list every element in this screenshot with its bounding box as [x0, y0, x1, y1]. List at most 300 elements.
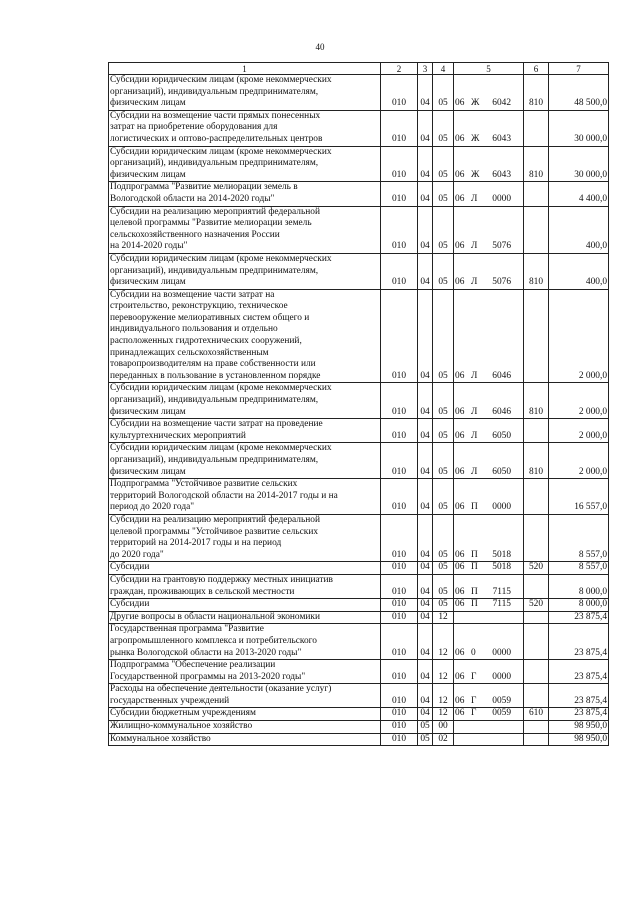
section-code: 04 [418, 611, 433, 624]
table-row [109, 443, 609, 479]
amount-value: 23 875,4 [549, 624, 609, 660]
description-line: Субсидии юридическим лицам (кроме некоммерческих [110, 146, 332, 157]
target-article-code [454, 733, 524, 746]
subsection-code: 05 [433, 182, 454, 206]
description-line: строительство, реконструкцию, техническое [110, 301, 288, 312]
section-code: 04 [418, 514, 433, 561]
section-code: 04 [418, 443, 433, 479]
direction-code: 0000 [492, 502, 511, 513]
program-code: 06 [455, 406, 465, 417]
table-row [109, 253, 609, 289]
program-code: 06 [455, 430, 465, 441]
section-code: 04 [418, 708, 433, 721]
subprogram-letter: П [471, 502, 478, 513]
table-row [109, 684, 609, 708]
expense-type-code [524, 419, 549, 443]
ministry-code: 010 [381, 110, 418, 146]
ministry-code: 010 [381, 253, 418, 289]
amount-value: 98 950,0 [549, 733, 609, 746]
description-line: организаций), индивидуальным предпринимателям, [110, 455, 319, 465]
subprogram-letter: Л [471, 193, 478, 204]
section-code: 04 [418, 75, 433, 111]
table-row [109, 419, 609, 443]
header-cell-description: 1 [109, 63, 381, 75]
target-article-code [454, 514, 524, 561]
section-code: 04 [418, 206, 433, 253]
section-code: 04 [418, 182, 433, 206]
amount-value: 23 875,4 [549, 708, 609, 721]
table-header-row [109, 63, 609, 75]
description-line: Субсидии юридическим лицам (кроме некоммерческих [110, 75, 332, 85]
subsection-code: 12 [433, 684, 454, 708]
ministry-code: 010 [381, 574, 418, 598]
section-code: 04 [418, 289, 433, 383]
row-description [109, 721, 381, 734]
direction-code: 6050 [492, 466, 511, 477]
ministry-code: 010 [381, 721, 418, 734]
target-article-code [454, 289, 524, 383]
ministry-code: 010 [381, 182, 418, 206]
subprogram-letter: Л [471, 370, 478, 381]
description-line: Субсидии бюджетным учреждениям [110, 708, 256, 719]
header-cell-ministry: 2 [381, 63, 418, 75]
program-code: 06 [455, 466, 465, 477]
description-line: период до 2020 года" [110, 502, 195, 513]
ministry-code: 010 [381, 611, 418, 624]
description-line: Подпрограмма "Развитие мелиорации земель в [110, 182, 298, 193]
amount-value: 23 875,4 [549, 684, 609, 708]
description-line: Субсидии юридическим лицам (кроме некоммерческих [110, 443, 332, 454]
subsection-code: 05 [433, 479, 454, 515]
section-code: 05 [418, 733, 433, 746]
amount-value: 8 557,0 [549, 562, 609, 575]
subsection-code: 05 [433, 253, 454, 289]
amount-value: 30 000,0 [549, 110, 609, 146]
table-row [109, 514, 609, 561]
row-description [109, 383, 381, 419]
amount-value: 98 950,0 [549, 721, 609, 734]
description-line: агропромышленного комплекса и потребительского [110, 635, 317, 646]
target-article-code [454, 708, 524, 721]
ministry-code: 010 [381, 479, 418, 515]
amount-value: 8 000,0 [549, 599, 609, 612]
target-article-code [454, 206, 524, 253]
description-line: Субсидии на реализацию мероприятий федеральной [110, 206, 320, 217]
amount-value: 8 000,0 [549, 574, 609, 598]
subsection-code: 12 [433, 660, 454, 684]
ministry-code: 010 [381, 146, 418, 182]
description-line: до 2020 года" [110, 549, 164, 560]
subsection-code: 05 [433, 514, 454, 561]
amount-value: 400,0 [549, 206, 609, 253]
description-line: Государственная программа "Развитие [110, 624, 264, 635]
program-code: 06 [455, 695, 465, 706]
direction-code: 0000 [492, 671, 511, 682]
direction-code: 6042 [492, 98, 511, 109]
table-row [109, 206, 609, 253]
description-line: Субсидии [110, 562, 150, 573]
expense-type-code: 610 [524, 708, 549, 721]
table-row [109, 721, 609, 734]
subsection-code: 05 [433, 419, 454, 443]
section-code: 04 [418, 383, 433, 419]
direction-code: 5018 [492, 562, 511, 573]
description-line: физическим лицам [110, 277, 186, 288]
target-article-code [454, 611, 524, 624]
program-code: 06 [455, 502, 465, 513]
section-code: 04 [418, 146, 433, 182]
row-description [109, 599, 381, 612]
direction-code: 7115 [492, 599, 511, 610]
direction-code: 0000 [492, 647, 511, 658]
program-code: 06 [455, 241, 465, 252]
description-line: физическим лицам [110, 466, 186, 477]
description-line: Субсидии на возмещение части прямых понесенных [110, 110, 321, 121]
amount-value: 400,0 [549, 253, 609, 289]
row-description [109, 624, 381, 660]
subprogram-letter: П [471, 549, 478, 560]
expense-type-code [524, 611, 549, 624]
amount-value: 8 557,0 [549, 514, 609, 561]
target-article-code [454, 253, 524, 289]
expense-type-code [524, 574, 549, 598]
table-row [109, 611, 609, 624]
direction-code: 7115 [492, 586, 511, 597]
target-article-code [454, 562, 524, 575]
table-row [109, 479, 609, 515]
section-code: 04 [418, 479, 433, 515]
target-article-code [454, 75, 524, 111]
table-body [109, 75, 609, 746]
row-description [109, 660, 381, 684]
expense-type-code: 810 [524, 443, 549, 479]
row-description [109, 514, 381, 561]
header-cell-subsection: 4 [433, 63, 454, 75]
subprogram-letter: Г [471, 708, 477, 719]
target-article-code [454, 684, 524, 708]
header-cell-target-article: 5 [454, 63, 524, 75]
direction-code: 6050 [492, 430, 511, 441]
target-article-code [454, 146, 524, 182]
subsection-code: 12 [433, 611, 454, 624]
expense-type-code [524, 182, 549, 206]
row-description [109, 684, 381, 708]
description-line: Субсидии на грантовую поддержку местных инициатив [110, 574, 333, 585]
section-code: 04 [418, 562, 433, 575]
description-line: на 2014-2020 годы" [110, 241, 188, 252]
header-cell-expense-type: 6 [524, 63, 549, 75]
expense-type-code: 810 [524, 146, 549, 182]
program-code: 06 [455, 169, 465, 180]
expense-type-code: 810 [524, 383, 549, 419]
target-article-code [454, 599, 524, 612]
table-row [109, 574, 609, 598]
target-article-code [454, 574, 524, 598]
row-description [109, 708, 381, 721]
row-description [109, 182, 381, 206]
target-article-code [454, 110, 524, 146]
expense-type-code [524, 660, 549, 684]
ministry-code: 010 [381, 684, 418, 708]
ministry-code: 010 [381, 289, 418, 383]
subsection-code: 05 [433, 206, 454, 253]
subprogram-letter: Г [471, 695, 477, 706]
program-code: 06 [455, 708, 465, 719]
expense-type-code [524, 289, 549, 383]
section-code: 04 [418, 599, 433, 612]
amount-value: 2 000,0 [549, 443, 609, 479]
expense-type-code [524, 110, 549, 146]
description-line: Другие вопросы в области национальной экономики [110, 611, 320, 622]
section-code: 04 [418, 624, 433, 660]
target-article-code [454, 182, 524, 206]
description-line: логистических и оптово-распределительных центров [110, 133, 323, 144]
subsection-code: 05 [433, 146, 454, 182]
row-description [109, 146, 381, 182]
subsection-code: 05 [433, 75, 454, 111]
program-code: 06 [455, 549, 465, 560]
expense-type-code: 810 [524, 253, 549, 289]
description-line: Субсидии юридическим лицам (кроме некоммерческих [110, 253, 332, 264]
description-line: организаций), индивидуальным предпринимателям, [110, 265, 319, 276]
amount-value: 23 875,4 [549, 611, 609, 624]
row-description [109, 479, 381, 515]
subprogram-letter: 0 [471, 647, 476, 658]
row-description [109, 110, 381, 146]
ministry-code: 010 [381, 708, 418, 721]
row-description [109, 289, 381, 383]
subprogram-letter: Ж [471, 133, 480, 144]
target-article-code [454, 721, 524, 734]
direction-code: 5076 [492, 277, 511, 288]
description-line: территорий Вологодской области на 2014-2017 годы и на [110, 490, 338, 501]
description-line: организаций), индивидуальным предпринимателям, [110, 158, 319, 169]
expense-type-code [524, 514, 549, 561]
direction-code: 5018 [492, 549, 511, 560]
subprogram-letter: Л [471, 241, 478, 252]
amount-value: 23 875,4 [549, 660, 609, 684]
target-article-code [454, 419, 524, 443]
row-description [109, 419, 381, 443]
description-line: организаций), индивидуальным предпринимателям, [110, 395, 319, 406]
target-article-code [454, 443, 524, 479]
table-row [109, 75, 609, 111]
ministry-code: 010 [381, 419, 418, 443]
subprogram-letter: Ж [471, 98, 480, 109]
subprogram-letter: Г [471, 671, 477, 682]
expense-type-code [524, 721, 549, 734]
expense-type-code [524, 206, 549, 253]
table-row [109, 562, 609, 575]
description-line: Расходы на обеспечение деятельности (оказание услуг) [110, 684, 332, 695]
expense-type-code: 810 [524, 75, 549, 111]
subsection-code: 05 [433, 574, 454, 598]
table-row [109, 708, 609, 721]
row-description [109, 611, 381, 624]
target-article-code [454, 479, 524, 515]
subsection-code: 12 [433, 624, 454, 660]
description-line: государственных учреждений [110, 695, 230, 706]
program-code: 06 [455, 277, 465, 288]
description-line: рынка Вологодской области на 2013-2020 годы" [110, 647, 302, 658]
amount-value: 30 000,0 [549, 146, 609, 182]
subprogram-letter: Ж [471, 169, 480, 180]
program-code: 06 [455, 599, 465, 610]
subprogram-letter: П [471, 562, 478, 573]
subsection-code: 05 [433, 562, 454, 575]
program-code: 06 [455, 647, 465, 658]
subsection-code: 05 [433, 110, 454, 146]
ministry-code: 010 [381, 514, 418, 561]
expense-type-code [524, 479, 549, 515]
subprogram-letter: Л [471, 430, 478, 441]
program-code: 06 [455, 586, 465, 597]
description-line: Коммунальное хозяйство [110, 733, 211, 744]
description-line: граждан, проживающих в сельской местности [110, 586, 295, 597]
description-line: Подпрограмма "Устойчивое развитие сельских [110, 479, 298, 490]
section-code: 04 [418, 684, 433, 708]
description-line: затрат на приобретение оборудования для [110, 122, 278, 133]
row-description [109, 75, 381, 111]
subprogram-letter: П [471, 599, 478, 610]
description-line: Жилищно-коммунальное хозяйство [110, 721, 253, 732]
subsection-code: 05 [433, 443, 454, 479]
table-row [109, 383, 609, 419]
budget-table [108, 62, 609, 746]
description-line: Подпрограмма "Обеспечение реализации [110, 660, 276, 671]
description-line: целевой программы "Устойчивое развитие сельских [110, 526, 319, 537]
description-line: территорий на 2014-2017 годы и на период [110, 538, 282, 549]
section-code: 04 [418, 253, 433, 289]
row-description [109, 443, 381, 479]
description-line: Субсидии на возмещение части затрат на проведение [110, 419, 323, 430]
description-line: культуртехнических мероприятий [110, 430, 246, 441]
direction-code: 6046 [492, 406, 511, 417]
amount-value: 2 000,0 [549, 419, 609, 443]
subsection-code: 02 [433, 733, 454, 746]
subprogram-letter: Л [471, 277, 478, 288]
description-line: физическим лицам [110, 98, 186, 109]
header-cell-amount: 7 [549, 63, 609, 75]
direction-code: 0059 [492, 695, 511, 706]
row-description [109, 206, 381, 253]
description-line: физическим лицам [110, 169, 186, 180]
amount-value: 48 500,0 [549, 75, 609, 111]
header-cell-section: 3 [418, 63, 433, 75]
row-description [109, 562, 381, 575]
row-description [109, 574, 381, 598]
expense-type-code: 520 [524, 562, 549, 575]
subsection-code: 12 [433, 708, 454, 721]
subprogram-letter: П [471, 586, 478, 597]
description-line: целевой программы "Развитие мелиорации земель [110, 218, 312, 229]
description-line: физическим лицам [110, 406, 186, 417]
description-line: расположенных гидротехнических сооружений, [110, 336, 302, 347]
subsection-code: 05 [433, 599, 454, 612]
target-article-code [454, 624, 524, 660]
amount-value: 4 400,0 [549, 182, 609, 206]
page-number: 40 [315, 42, 325, 52]
table-row [109, 289, 609, 383]
section-code: 05 [418, 721, 433, 734]
table-row [109, 146, 609, 182]
subprogram-letter: Л [471, 406, 478, 417]
table-row [109, 599, 609, 612]
row-description [109, 253, 381, 289]
ministry-code: 010 [381, 624, 418, 660]
description-line: Вологодской области на 2014-2020 годы" [110, 193, 275, 204]
section-code: 04 [418, 574, 433, 598]
table-row [109, 733, 609, 746]
section-code: 04 [418, 419, 433, 443]
expense-type-code [524, 624, 549, 660]
description-line: перевооружение мелиоративных систем общего и [110, 312, 310, 323]
ministry-code: 010 [381, 733, 418, 746]
program-code: 06 [455, 193, 465, 204]
ministry-code: 010 [381, 383, 418, 419]
description-line: организаций), индивидуальным предпринимателям, [110, 86, 319, 97]
ministry-code: 010 [381, 75, 418, 111]
expense-type-code [524, 684, 549, 708]
section-code: 04 [418, 110, 433, 146]
subsection-code: 05 [433, 289, 454, 383]
amount-value: 2 000,0 [549, 383, 609, 419]
row-description [109, 733, 381, 746]
direction-code: 0000 [492, 193, 511, 204]
description-line: товаропроизводителям на праве собственности или [110, 359, 316, 370]
description-line: Субсидии юридическим лицам (кроме некоммерческих [110, 383, 332, 394]
direction-code: 6046 [492, 370, 511, 381]
direction-code: 0059 [492, 708, 511, 719]
section-code: 04 [418, 660, 433, 684]
direction-code: 6043 [492, 169, 511, 180]
amount-value: 16 557,0 [549, 479, 609, 515]
direction-code: 6043 [492, 133, 511, 144]
program-code: 06 [455, 562, 465, 573]
program-code: 06 [455, 671, 465, 682]
target-article-code [454, 383, 524, 419]
ministry-code: 010 [381, 562, 418, 575]
expense-type-code [524, 733, 549, 746]
ministry-code: 010 [381, 443, 418, 479]
description-line: индивидуального пользования и отдельно [110, 324, 278, 335]
table-row [109, 660, 609, 684]
direction-code: 5076 [492, 241, 511, 252]
program-code: 06 [455, 133, 465, 144]
description-line: Субсидии на реализацию мероприятий федеральной [110, 514, 320, 525]
table-row [109, 110, 609, 146]
table-row [109, 182, 609, 206]
description-line: Субсидии [110, 599, 150, 610]
ministry-code: 010 [381, 660, 418, 684]
amount-value: 2 000,0 [549, 289, 609, 383]
subsection-code: 00 [433, 721, 454, 734]
table-row [109, 624, 609, 660]
description-line: сельскохозяйственного назначения России [110, 229, 280, 240]
description-line: Субсидии на возмещение части затрат на [110, 289, 275, 300]
ministry-code: 010 [381, 206, 418, 253]
subsection-code: 05 [433, 383, 454, 419]
description-line: переданных в пользование в установленном порядке [110, 370, 321, 381]
program-code: 06 [455, 98, 465, 109]
program-code: 06 [455, 370, 465, 381]
expense-type-code: 520 [524, 599, 549, 612]
ministry-code: 010 [381, 599, 418, 612]
description-line: Государственной программы на 2013-2020 годы" [110, 671, 306, 682]
description-line: принадлежащих сельскохозяйственным [110, 347, 269, 358]
target-article-code [454, 660, 524, 684]
subprogram-letter: Л [471, 466, 478, 477]
